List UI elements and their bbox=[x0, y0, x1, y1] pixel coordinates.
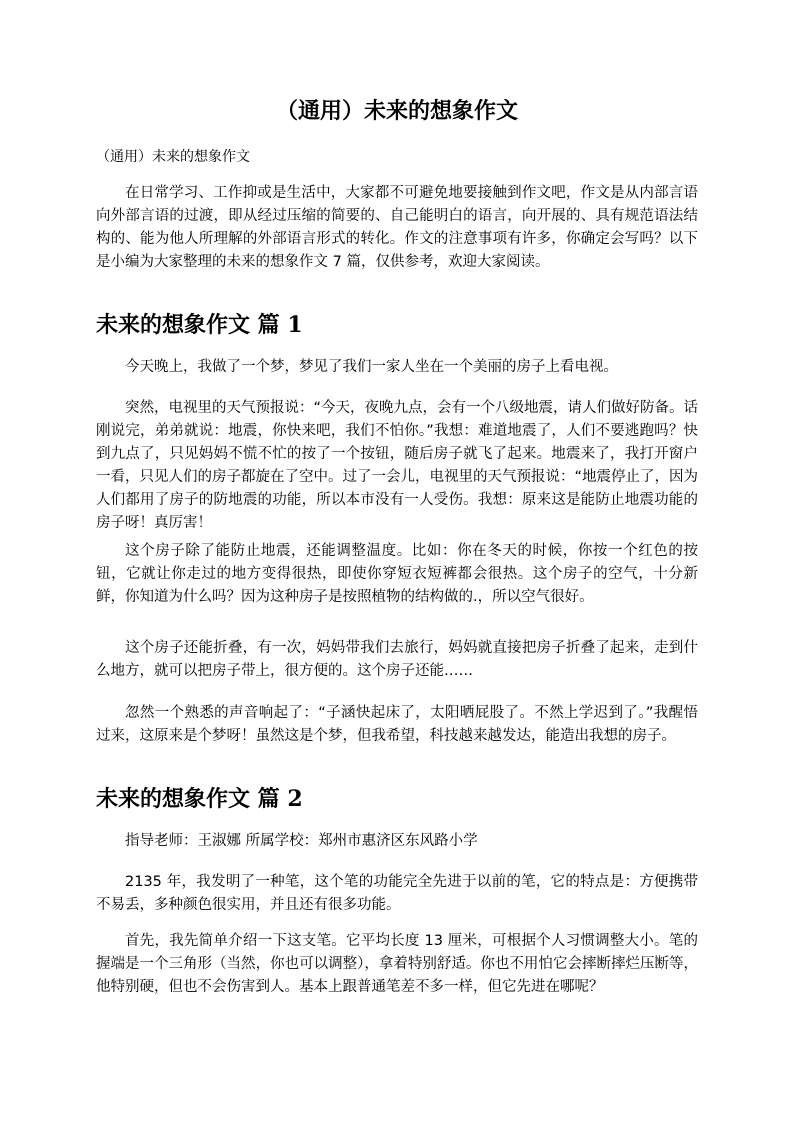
section-2-paragraph-3: 首先，我先简单介绍一下这支笔。它平均长度 13 厘米，可根据个人习惯调整大小。笔的握端是一个三角形（当然，你也可以调整），拿着特别舒适。你也不用怕它会摔断摔烂压断等，他特别硬，但也不会伤害到人。基本上跟普通笔差不多一样，但它先进在哪呢？ bbox=[96, 933, 698, 995]
section-1-paragraph-5: 忽然一个熟悉的声音响起了：“子涵快起床了，太阳晒屁股了。不然上学迟到了。”我醒悟过来，这原来是个梦呀！虽然这是个梦，但我希望，科技越来越发达，能造出我想的房子。 bbox=[96, 705, 698, 744]
intro-paragraph: 在日常学习、工作抑或是生活中，大家都不可避免地要接触到作文吧，作文是从内部言语向外部言语的过渡，即从经过压缩的简要的、自己能明白的语言，向开展的、具有规范语法结构的、能为他人所理解的外部语言形式的转化。作文的注意事项有许多，你确定会写吗？以下是小编为大家整理的未来的想象作文 7 篇，仅供参考，欢迎大家阅读。 bbox=[96, 185, 698, 270]
section-1-paragraph-4: 这个房子还能折叠，有一次，妈妈带我们去旅行，妈妈就直接把房子折叠了起来，走到什么地方，就可以把房子带上，很方便的。这个房子还能…… bbox=[96, 640, 698, 679]
section-heading-2: 未来的想象作文 篇 2 bbox=[96, 786, 303, 812]
section-2-paragraph-1: 指导老师：王淑娜 所属学校：郑州市惠济区东风路小学 bbox=[125, 833, 478, 849]
document-subtitle: （通用）未来的想象作文 bbox=[96, 149, 250, 165]
section-2-paragraph-2: 2135 年，我发明了一种笔，这个笔的功能完全先进于以前的笔，它的特点是：方便携带不易丢，多种颜色很实用，并且还有很多功能。 bbox=[96, 874, 698, 913]
section-heading-1: 未来的想象作文 篇 1 bbox=[96, 312, 303, 338]
section-1-paragraph-3: 这个房子除了能防止地震，还能调整温度。比如：你在冬天的时候，你按一个红色的按钮，它就让你走过的地方变得很热，即使你穿短衣短裤都会很热。这个房子的空气，十分新鲜，你知道为什么吗？因为这种房子是按照植物的结构做的.，所以空气很好。 bbox=[96, 543, 698, 605]
section-1-paragraph-2: 突然，电视里的天气预报说：“今天，夜晚九点，会有一个八级地震，请人们做好防备。话刚说完，弟弟就说：地震，你快来吧，我们不怕你。”我想：难道地震了，人们不要逃跑吗？快到九点了，只见妈妈不慌不忙的按了一个按钮，随后房子就飞了起来。地震来了，我打开窗户一看，只见人们的房子都旋在了空中。过了一会儿，电视里的天气预报说：“地震停止了，因为人们都用了房子的防地震的功能，所以本市没有一人受伤。我想：原来这是能防止地震功能的房子呀！真厉害！ bbox=[96, 400, 699, 531]
document-title: （通用）未来的想象作文 bbox=[275, 98, 518, 124]
section-1-paragraph-1: 今天晚上，我做了一个梦，梦见了我们一家人坐在一个美丽的房子上看电视。 bbox=[125, 359, 618, 375]
